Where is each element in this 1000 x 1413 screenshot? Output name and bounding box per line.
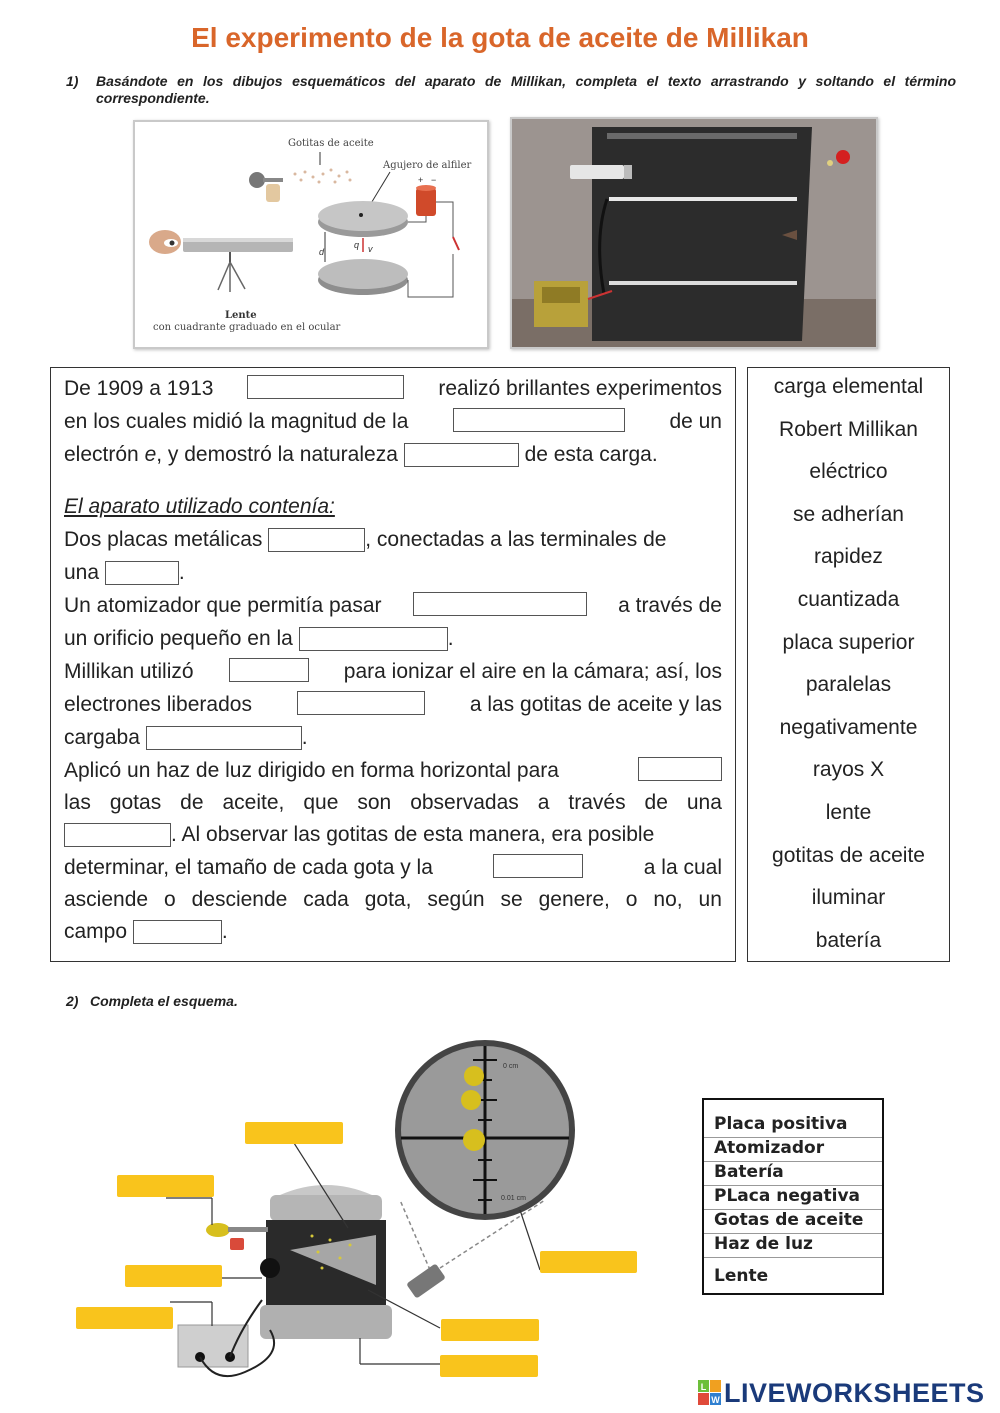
passage-word: no, — [653, 888, 683, 911]
label-oil-drops: Gotitas de aceite — [288, 138, 374, 149]
word-bank-item[interactable]: Robert Millikan — [779, 417, 918, 441]
passage-line — [64, 658, 722, 686]
answer-drop-slot[interactable] — [404, 443, 519, 467]
instruction-2 — [66, 993, 956, 1011]
word-bank-item[interactable]: rayos X — [812, 758, 885, 782]
millikan-schematic-drawing — [135, 122, 487, 347]
oil-drop-image — [464, 1066, 484, 1086]
passage-word: observadas — [410, 791, 519, 814]
word-bank — [747, 367, 950, 962]
battery-box — [178, 1325, 248, 1367]
passage-word: que — [303, 791, 339, 814]
passage-text: para ionizar el aire en la cámara; así, los — [343, 660, 722, 683]
passage-line — [64, 789, 722, 817]
passage-line — [64, 375, 722, 403]
passage-word: son — [357, 791, 392, 814]
scope-label-mid: 0.01 cm — [501, 1195, 526, 1202]
word-bank-item[interactable]: lente — [825, 801, 872, 824]
passage-word: según — [427, 888, 485, 911]
word-bank-item[interactable]: eléctrico — [809, 460, 888, 484]
diagram-answer-slot[interactable] — [245, 1122, 343, 1144]
passage-word: o — [625, 888, 638, 911]
liveworksheets-logo-icon — [698, 1380, 722, 1406]
millikan-schematic-figure — [133, 120, 489, 349]
apparatus-heading — [64, 493, 722, 521]
legend-item: Gotas de aceite — [714, 1210, 864, 1230]
passage-line — [64, 592, 722, 620]
passage-text: a las gotitas de aceite y las — [469, 693, 722, 716]
label-pinhole: Agujero de alfiler — [383, 160, 472, 171]
word-bank-item[interactable]: negativamente — [779, 715, 918, 739]
answer-drop-slot[interactable] — [638, 757, 722, 781]
passage-text: , conectadas a las terminales de — [365, 528, 667, 551]
answer-drop-slot[interactable] — [133, 920, 222, 944]
passage-box — [50, 367, 736, 962]
liveworksheets-brand — [698, 1378, 994, 1408]
legend-item: Haz de luz — [714, 1234, 813, 1254]
passage-text: , y demostró la naturaleza — [156, 443, 398, 466]
word-bank-item[interactable]: se adherían — [793, 502, 904, 526]
passage-text: realizó brillantes experimentos — [438, 377, 722, 400]
atomizer-bulb — [206, 1223, 230, 1237]
passage-word: una — [686, 791, 722, 814]
passage-text: un orificio pequeño en la — [64, 627, 293, 650]
legend-item: Placa positiva — [714, 1114, 848, 1134]
label-v: v — [368, 244, 373, 254]
passage-word: se — [500, 888, 523, 911]
instruction-2-text: Completa el esquema. — [90, 993, 238, 1009]
passage-text: cargaba — [64, 726, 140, 749]
passage-line — [64, 886, 722, 914]
passage-text: Dos placas metálicas — [64, 528, 263, 551]
word-bank-item[interactable]: gotitas de aceite — [772, 843, 925, 867]
millikan-simulation-figure — [510, 117, 878, 349]
word-bank-item[interactable]: batería — [815, 928, 882, 952]
passage-word: genere, — [538, 888, 610, 911]
instruction-1 — [66, 73, 956, 109]
answer-drop-slot[interactable] — [493, 854, 583, 878]
diagram-legend — [702, 1098, 884, 1295]
word-bank-item[interactable]: cuantizada — [797, 588, 900, 611]
passage-text: en los cuales midió la magnitud de la — [64, 410, 409, 433]
passage-word: cada — [303, 888, 349, 911]
passage-text: . — [301, 726, 308, 749]
instruction-2-number: 2) — [66, 993, 79, 1009]
legend-item: Batería — [714, 1162, 784, 1182]
word-bank-item[interactable]: iluminar — [811, 886, 886, 910]
diagram-answer-slot[interactable] — [117, 1175, 214, 1197]
passage-word: de — [180, 791, 204, 814]
instruction-1-text: Basándote en los dibujos esquemáticos del aparato de Millikan, completa el texto arrastrando y soltando el término correspondiente. — [96, 73, 956, 106]
passage-text-e: e — [144, 443, 157, 466]
passage-line — [64, 559, 722, 587]
answer-drop-slot[interactable] — [247, 375, 404, 399]
passage-line — [64, 408, 722, 436]
passage-text: . — [178, 561, 185, 584]
passage-line — [64, 724, 722, 752]
passage-line — [64, 918, 722, 946]
passage-word: a — [537, 791, 550, 814]
apparatus-heading-text: El aparato utilizado contenía: — [64, 495, 335, 518]
answer-drop-slot[interactable] — [146, 726, 302, 750]
brand-text: LIVEWORKSHEETS — [724, 1378, 985, 1408]
passage-line — [64, 441, 722, 469]
passage-text: una — [64, 561, 100, 584]
label-lens: Lente — [225, 310, 257, 321]
millikan-simulation-drawing — [512, 119, 876, 347]
word-bank-item[interactable]: rapidez — [814, 545, 883, 569]
passage-text: Millikan utilizó — [64, 660, 194, 683]
passage-word: aceite, — [222, 791, 285, 814]
passage-line — [64, 691, 722, 719]
answer-drop-slot[interactable] — [297, 691, 425, 715]
word-bank-item[interactable]: placa superior — [782, 630, 915, 654]
apparatus-diagram — [0, 1030, 700, 1413]
word-bank-item[interactable]: carga elemental — [773, 375, 924, 398]
worksheet-title: El experimento de la gota de aceite de Millikan — [191, 22, 809, 53]
passage-word: través — [568, 791, 626, 814]
passage-line — [64, 526, 722, 554]
passage-word: las — [64, 791, 91, 814]
passage-text: campo — [64, 920, 128, 943]
passage-word: gotas — [109, 791, 162, 814]
svg-text:W: W — [711, 1395, 720, 1405]
passage-text: a la cual — [643, 856, 722, 879]
passage-text: electrón — [64, 443, 139, 466]
legend-item: Atomizador — [714, 1138, 825, 1158]
passage-text: De 1909 a 1913 — [64, 377, 214, 400]
chamber-base — [260, 1305, 392, 1339]
passage-text: de un — [669, 410, 722, 433]
passage-text: Un atomizador que permitía pasar — [64, 594, 382, 617]
legend-separator — [704, 1257, 882, 1258]
passage-text: . Al observar las gotitas de esta manera, era posible — [171, 823, 655, 846]
answer-drop-slot[interactable] — [105, 561, 179, 585]
diagram-answer-slot[interactable] — [125, 1265, 222, 1287]
passage-text: . — [221, 920, 228, 943]
legend-item: Lente — [714, 1266, 769, 1286]
passage-text: Aplicó un haz de luz dirigido en forma horizontal para — [64, 759, 559, 782]
answer-drop-slot[interactable] — [229, 658, 309, 682]
instruction-1-number: 1) — [66, 73, 79, 89]
passage-word: o — [163, 888, 176, 911]
passage-text: de esta carga. — [524, 443, 658, 466]
label-q: q — [354, 240, 360, 250]
passage-text: . — [447, 627, 454, 650]
answer-drop-slot[interactable] — [453, 408, 625, 432]
word-bank-item[interactable]: paralelas — [805, 673, 892, 697]
diagram-answer-slot[interactable] — [540, 1251, 637, 1273]
diagram-answer-slot[interactable] — [441, 1319, 539, 1341]
diagram-answer-slot[interactable] — [440, 1355, 538, 1377]
answer-drop-slot[interactable] — [268, 528, 365, 552]
passage-word: asciende — [64, 888, 149, 911]
passage-text: determinar, el tamaño de cada gota y la — [64, 856, 433, 879]
answer-drop-slot[interactable] — [64, 823, 171, 847]
passage-line — [64, 821, 722, 849]
passage-line — [64, 757, 722, 785]
label-minus: − — [431, 175, 437, 185]
oil-drop-image — [461, 1090, 481, 1110]
passage-text: electrones liberados — [64, 693, 252, 716]
passage-word: gota, — [364, 888, 412, 911]
oil-drop-image — [463, 1129, 485, 1151]
passage-line — [64, 625, 722, 653]
label-d: d — [319, 247, 325, 257]
passage-text: a través de — [618, 594, 722, 617]
answer-drop-slot[interactable] — [413, 592, 587, 616]
passage-word: de — [644, 791, 668, 814]
passage-word: un — [698, 888, 722, 911]
eyepiece-lens — [406, 1263, 446, 1298]
passage-word: desciende — [191, 888, 288, 911]
diagram-answer-slot[interactable] — [76, 1307, 173, 1329]
scope-label-top: 0 cm — [503, 1063, 519, 1070]
answer-drop-slot[interactable] — [299, 627, 448, 651]
chamber-top-plate — [270, 1195, 382, 1221]
label-plus: + — [418, 175, 424, 185]
legend-item: PLaca negativa — [714, 1186, 861, 1206]
svg-text:L: L — [700, 1382, 707, 1392]
passage-line — [64, 854, 722, 882]
label-lens-sub: con cuadrante graduado en el ocular — [153, 322, 341, 333]
